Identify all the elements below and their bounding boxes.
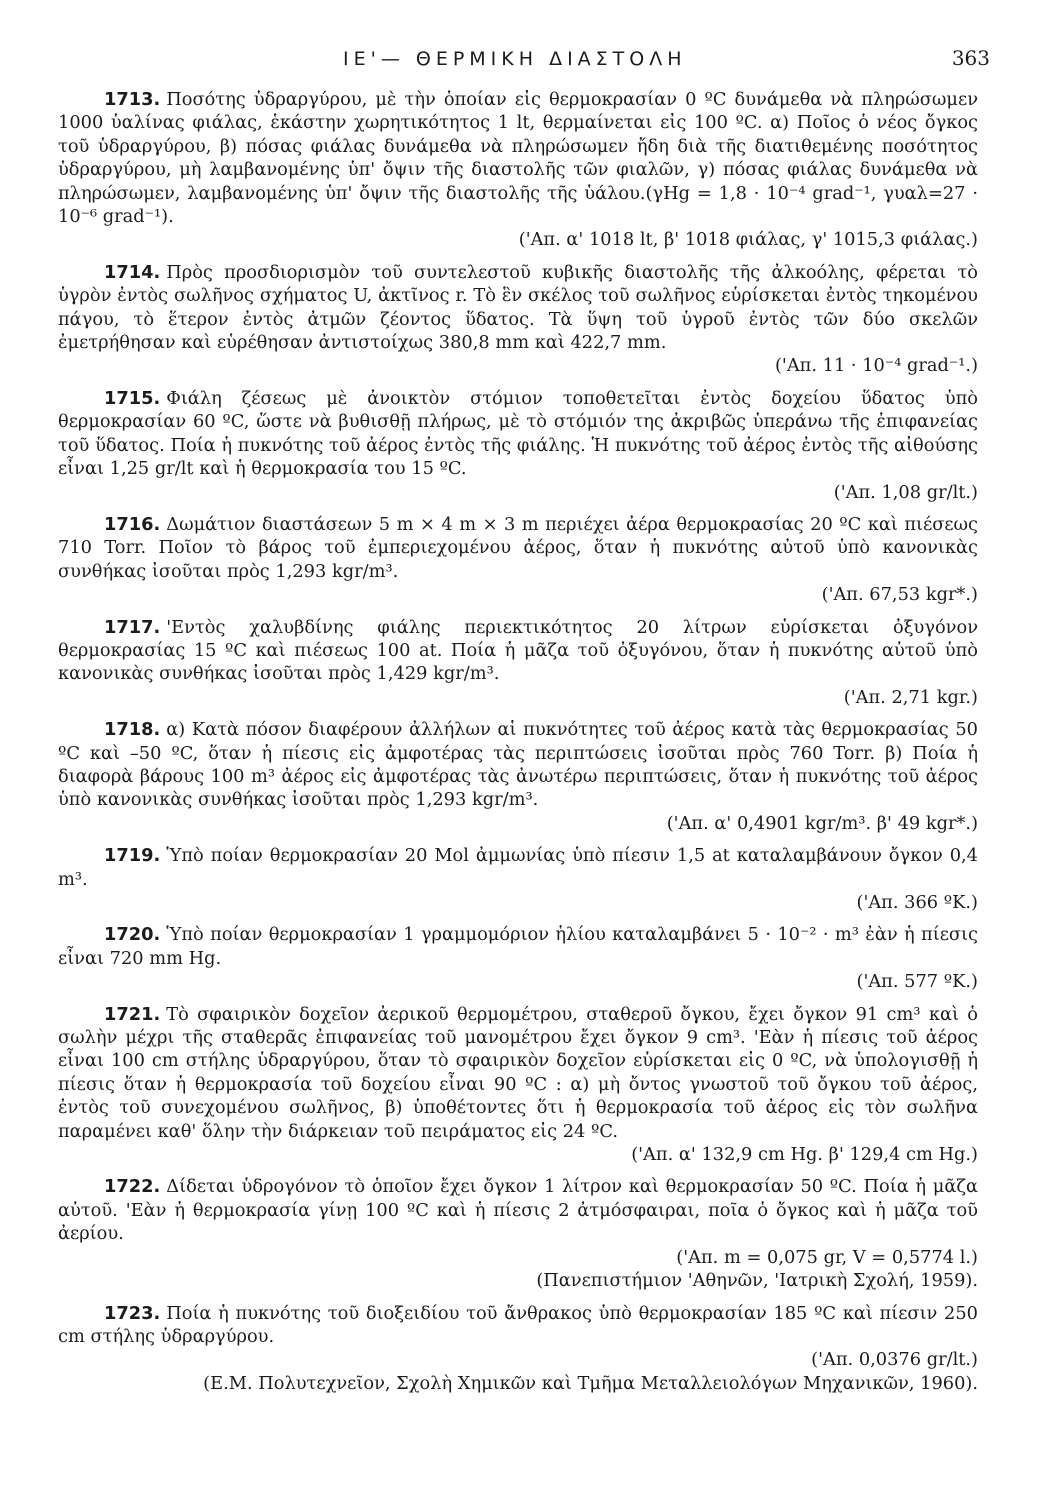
problem-text: Ὑπὸ ποίαν θερμοκρασίαν 20 Mol ἀμμωνίας ὑπὸ πίεσιν 1,5 at καταλαμβάνουν ὄγκον 0,4 m³. (58, 845, 978, 890)
problem-number: 1716. (104, 513, 161, 535)
problem-text: Ὑπὸ ποίαν θερμοκρασίαν 1 γραμμομόριον ἡλίου καταλαμβάνει 5 · 10⁻² · m³ ἐὰν ἡ πίεσις εἶναι 720 mm Hg. (58, 924, 978, 969)
problem-answer: ('Απ. 2,71 kgr.) (843, 686, 978, 708)
problem-answer: ('Απ. α' 0,4901 kgr/m³. β' 49 kgr*.) (666, 812, 978, 834)
problem-source: (Πανεπιστήμιον 'Αθηνῶν, 'Ιατρικὴ Σχολή, 1959). (536, 1270, 978, 1292)
chapter-title: ΙΕ'— ΘΕΡΜΙΚΗ ΔΙΑΣΤΟΛΗ (343, 48, 687, 70)
problem-1722 (58, 1175, 978, 1292)
problem-text: 'Εντὸς χαλυβδίνης φιάλης περιεκτικότητος 20 λίτρων εὑρίσκεται ὀξυγόνον θερμοκρασίας 15 ºC καὶ πιέσεως 100 at. Ποία ἡ μᾶζα τοῦ ὀξυγόνου, ὅταν ἡ πυκνότης αὐτοῦ ὑπὸ κανονικὰς συνθήκας ἰσοῦται πρὸς 1,429 kgr/m³. (58, 616, 978, 685)
problem-number: 1723. (104, 1302, 161, 1324)
problem-text: Δίδεται ὑδρογόνον τὸ ὁποῖον ἔχει ὄγκον 1 λίτρον καὶ θερμοκρασίαν 50 ºC. Ποία ἡ μᾶζα αὐτοῦ. 'Εὰν ἡ θερμοκρασία γίνῃ 100 ºC καὶ ἡ πίεσις 2 ἀτμόσφαιραι, ποῖα ὁ ὄγκος καὶ ἡ μᾶζα τοῦ ἀερίου. (58, 1176, 978, 1245)
running-head (58, 42, 990, 88)
problem-1720 (58, 923, 978, 993)
problem-text: Δωμάτιον διαστάσεων 5 m × 4 m × 3 m περιέχει ἀέρα θερμοκρασίας 20 ºC καὶ πιέσεως 710 Torr. Ποῖον τὸ βάρος τοῦ ἐμπεριεχομένου ἀέρος, ὅταν ἡ πυκνότης αὐτοῦ ὑπὸ κανονικὰς συνθήκας ἰσοῦται πρὸς 1,293 kgr/m³. (58, 513, 978, 582)
problem-text: Ποσότης ὑδραργύρου, μὲ τὴν ὁποίαν εἰς θερμοκρασίαν 0 ºC δυνάμεθα νὰ πληρώσωμεν 1000 ὑαλίνας φιάλας, ἑκάστην χωρητικότητος 1 lt, θερμαίνεται εἰς 100 ºC. α) Ποῖος ὁ νέος ὄγκος τοῦ ὑδραργύρου, β) πόσας φιάλας δυνάμεθα νὰ πληρώσωμεν ἤδη διὰ τῆς διατιθεμένης ποσότητος ὑδραργύρου, μὴ λαμβανομένης ὑπ' ὄψιν τῆς διαστολῆς τῶν φιαλῶν, γ) πόσας φιάλας δυνάμεθα νὰ πληρώσωμεν, λαμβανομένης ὑπ' ὄψιν τῆς διαστολῆς τῆς ὑάλου.(γHg = 1,8 · 10⁻⁴ grad⁻¹, γυαλ=27 · 10⁻⁶ grad⁻¹). (58, 89, 978, 228)
page-number: 363 (951, 46, 990, 70)
problem-answer: ('Απ. 0,0376 gr/lt.) (811, 1349, 978, 1371)
problem-1717 (58, 616, 978, 710)
problem-1714 (58, 261, 978, 378)
problem-number: 1720. (104, 924, 161, 946)
problem-text: Φιάλη ζέσεως μὲ ἀνοικτὸν στόμιον τοποθετεῖται ἐντὸς δοχείου ὕδατος ὑπὸ θερμοκρασίαν 60 ºC, ὥστε νὰ βυθισθῇ πλήρως, μὲ τὸ στόμιόν της ἀκριβῶς ὑπεράνω τῆς ἐπιφανείας τοῦ ὕδατος. Ποία ἡ πυκνότης τοῦ ἀέρος ἐντὸς τῆς φιάλης. Ἡ πυκνότης τοῦ ἀέρος ἐντὸς τῆς αἰθούσης εἶναι 1,25 gr/lt καὶ ἡ θερμοκρασία του 15 ºC. (58, 387, 978, 480)
problem-number: 1717. (104, 616, 161, 638)
problem-number: 1718. (104, 719, 161, 741)
problem-text: α) Κατὰ πόσον διαφέρουν ἀλλήλων αἱ πυκνότητες τοῦ ἀέρος κατὰ τὰς θερμοκρασίας 50 ºC καὶ –50 ºC, ὅταν ἡ πίεσις εἰς ἀμφοτέρας τὰς περιπτώσεις ἰσοῦται πρὸς 760 Torr. β) Ποία ἡ διαφορὰ βάρους 100 m³ ἀέρος εἰς ἀμφοτέρας τὰς ἀνωτέρω περιπτώσεις, ὅταν ἡ πυκνότης τοῦ ἀέρος ὑπὸ κανονικὰς συνθήκας ἰσοῦται πρὸς 1,293 kgr/m³. (58, 719, 978, 811)
problem-answer: ('Απ. α' 1018 lt, β' 1018 φιάλας, γ' 1015,3 φιάλας.) (518, 229, 978, 251)
problem-text: Ποία ἡ πυκνότης τοῦ διοξειδίου τοῦ ἄνθρακος ὑπὸ θερμοκρασίαν 185 ºC καὶ πίεσιν 250 cm στήλης ὑδραργύρου. (58, 1302, 978, 1347)
problem-1716 (58, 513, 978, 607)
problem-number: 1719. (104, 845, 161, 867)
book-page (58, 42, 990, 1404)
problem-number: 1721. (104, 1003, 161, 1025)
problem-1721 (58, 1003, 978, 1167)
problem-number: 1722. (104, 1176, 161, 1198)
problem-answer: ('Απ. 11 · 10⁻⁴ grad⁻¹.) (775, 355, 978, 377)
problem-text: Τὸ σφαιρικὸν δοχεῖον ἀερικοῦ θερμομέτρου, σταθεροῦ ὄγκου, ἔχει ὄγκον 91 cm³ καὶ ὁ σωλὴν μέχρι τῆς σταθερᾶς ἐπιφανείας τοῦ μανομέτρου ἔχει ὄγκον 9 cm³. 'Εὰν ἡ πίεσις τοῦ ἀέρος εἶναι 100 cm στήλης ὑδραργύρου, ὅταν τὸ σφαιρικὸν δοχεῖον εὑρίσκεται εἰς 0 ºC, νὰ ὑπολογισθῇ ἡ πίεσις ὅταν ἡ θερμοκρασία τοῦ δοχείου εἶναι 90 ºC : α) μὴ ὄντος γνωστοῦ τοῦ ὄγκου τοῦ ἀέρος, ἐντὸς τοῦ συνεχομένου σωλῆνος, β) ὑποθέτοντες ὅτι ἡ θερμοκρασία τοῦ ἀέρος εἰς τὸν σωλῆνα παραμένει καθ' ὅλην τὴν διάρκειαν τοῦ πειράματος εἰς 24 ºC. (58, 1003, 978, 1142)
problem-text: Πρὸς προσδιορισμὸν τοῦ συντελεστοῦ κυβικῆς διαστολῆς τῆς ἀλκοόλης, φέρεται τὸ ὑγρὸν ἐντὸς σωλῆνος σχήματος U, ἀκτῖνος r. Τὸ ἓν σκέλος τοῦ σωλῆνος εὑρίσκεται ἐντὸς τηκομένου πάγου, τὸ ἕτερον ἐντὸς ἀτμῶν ζέοντος ὕδατος. Τὰ ὕψη τοῦ ὑγροῦ ἐντὸς τῶν δύο σκελῶν ἐμετρήθησαν καὶ εὑρέθησαν ἀντιστοίχως 380,8 mm καὶ 422,7 mm. (58, 261, 978, 354)
problem-1723 (58, 1302, 978, 1396)
problem-answer: ('Απ. 67,53 kgr*.) (821, 584, 978, 606)
problem-number: 1714. (104, 261, 161, 283)
problem-answer: ('Απ. 577 ºK.) (856, 971, 978, 993)
problem-source: (Ε.Μ. Πολυτεχνεῖον, Σχολὴ Χημικῶν καὶ Τμῆμα Μεταλλειολόγων Μηχανικῶν, 1960). (203, 1372, 978, 1394)
problem-1718 (58, 718, 978, 835)
problem-1713 (58, 88, 978, 252)
problem-number: 1715. (104, 387, 161, 409)
problem-answer: ('Απ. 366 ºK.) (856, 892, 978, 913)
problem-answer: ('Απ. m = 0,075 gr, V = 0,5774 l.) (676, 1246, 978, 1268)
problem-answer: ('Απ. 1,08 gr/lt.) (833, 481, 978, 503)
problem-1715 (58, 387, 978, 504)
problem-number: 1713. (104, 89, 161, 110)
problem-1719 (58, 844, 978, 914)
problem-answer: ('Απ. α' 132,9 cm Hg. β' 129,4 cm Hg.) (631, 1144, 978, 1166)
